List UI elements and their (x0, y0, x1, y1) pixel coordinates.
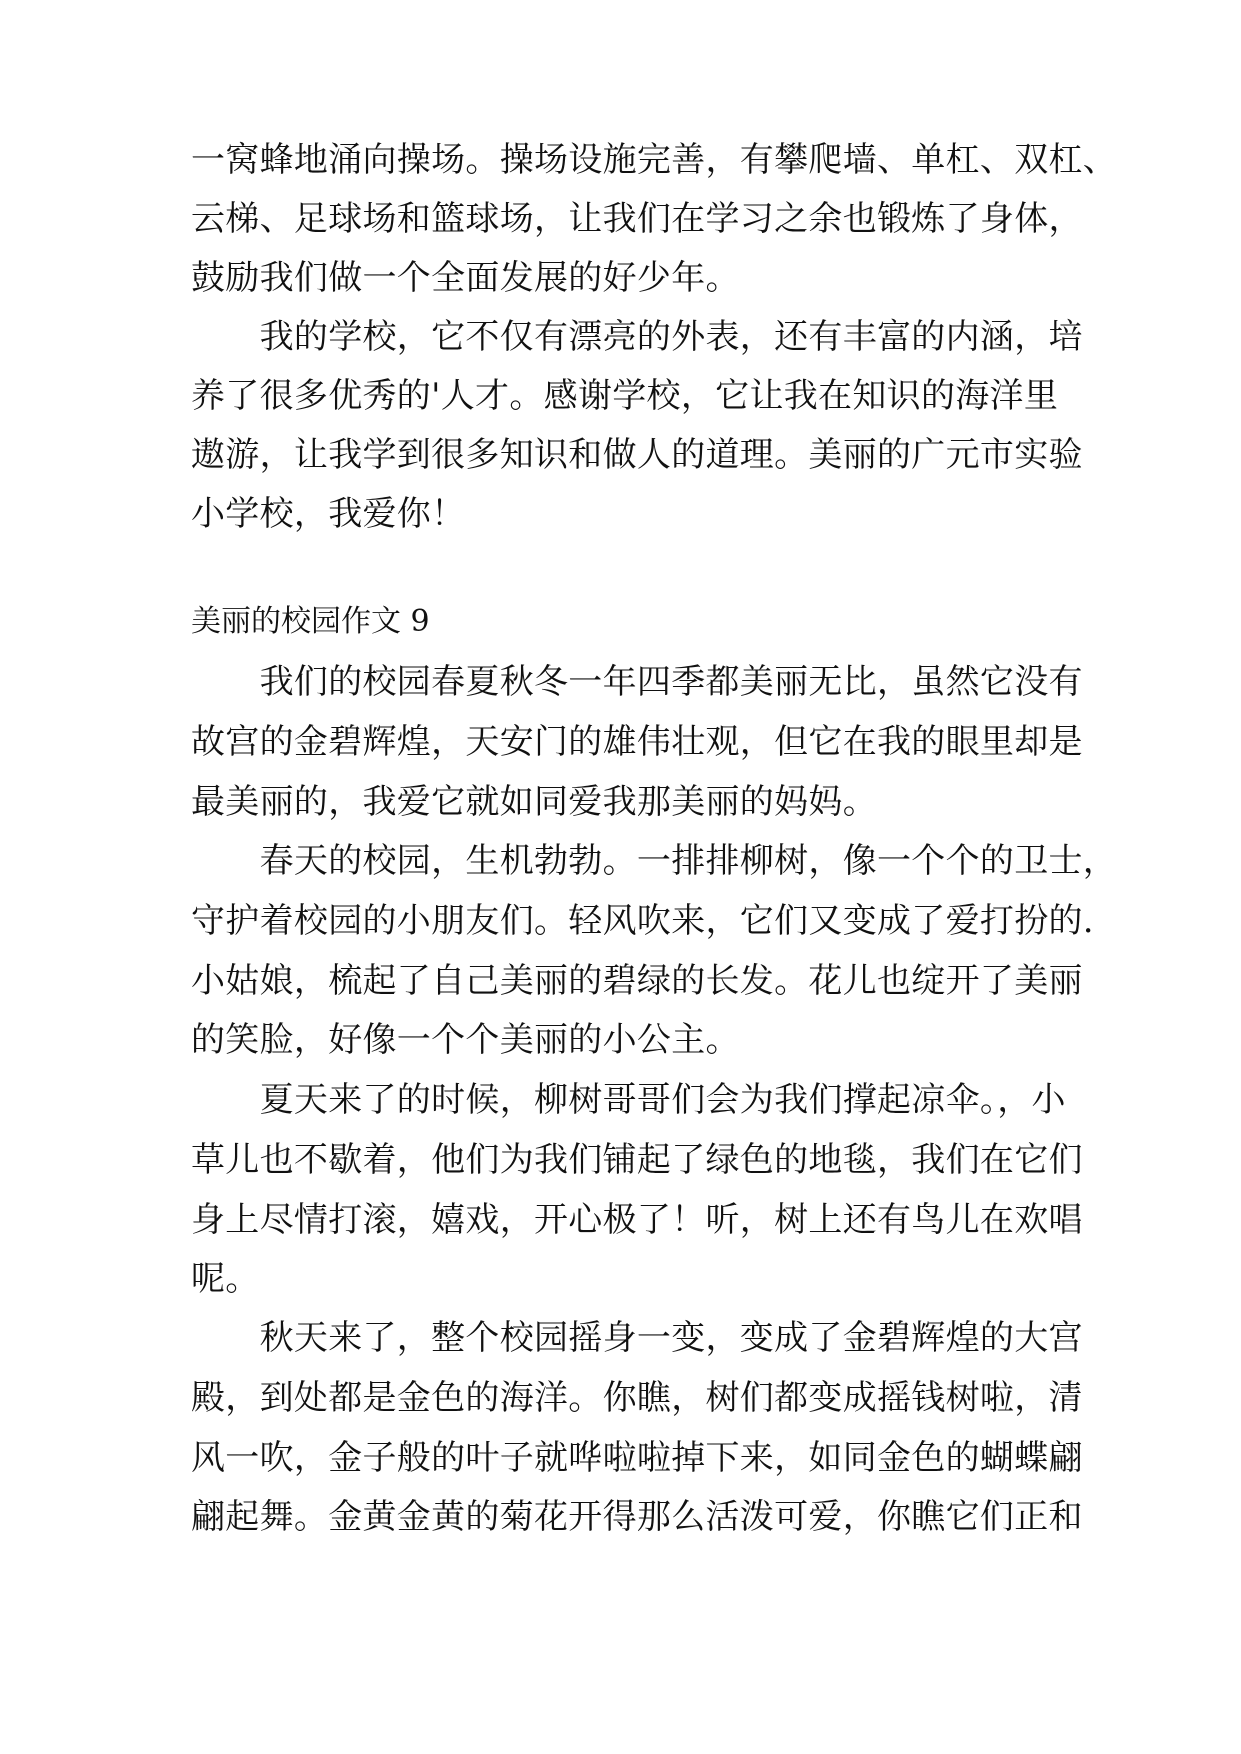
paragraph-line: 遨游，让我学到很多知识和做人的道理。美丽的广元市实验 (191, 435, 1083, 475)
paragraph-line: 呢。 (191, 1259, 260, 1299)
paragraph-line: 我的学校，它不仅有漂亮的外表，还有丰富的内涵，培 (191, 317, 1083, 357)
paragraph-line: 翩起舞。金黄金黄的菊花开得那么活泼可爱，你瞧它们正和 (191, 1497, 1083, 1537)
paragraph-line: 春天的校园，生机勃勃。一排排柳树，像一个个的卫士， (191, 841, 1118, 881)
paragraph-line: 守护着校园的小朋友们。轻风吹来，它们又变成了爱打扮的. (191, 901, 1094, 941)
paragraph-line: 身上尽情打滚，嬉戏，开心极了！听，树上还有鸟儿在欢唱 (191, 1200, 1083, 1240)
section-title: 美丽的校园作文 9 (191, 604, 430, 639)
paragraph-line: 故宫的金碧辉煌，天安门的雄伟壮观，但它在我的眼里却是 (191, 722, 1083, 762)
paragraph-line: 殿，到处都是金色的海洋。你瞧，树们都变成摇钱树啦，清 (191, 1378, 1083, 1418)
paragraph-line: 草儿也不歇着，他们为我们铺起了绿色的地毯，我们在它们 (191, 1140, 1083, 1180)
paragraph-line: 小学校，我爱你！ (191, 494, 466, 534)
paragraph-line: 最美丽的，我爱它就如同爱我那美丽的妈妈。 (191, 782, 877, 822)
paragraph-line: 养了很多优秀的'人才。感谢学校，它让我在知识的海洋里 (191, 376, 1059, 416)
paragraph-line: 的笑脸，好像一个个美丽的小公主。 (191, 1020, 740, 1060)
paragraph-line: 云梯、足球场和篮球场，让我们在学习之余也锻炼了身体， (191, 199, 1083, 239)
paragraph-line: 秋天来了，整个校园摇身一变，变成了金碧辉煌的大宫 (191, 1318, 1083, 1358)
paragraph-line: 一窝蜂地涌向操场。操场设施完善，有攀爬墙、单杠、双杠、 (191, 140, 1118, 180)
paragraph-line: 我们的校园春夏秋冬一年四季都美丽无比，虽然它没有 (191, 662, 1083, 702)
paragraph-line: 小姑娘，梳起了自己美丽的碧绿的长发。花儿也绽开了美丽 (191, 961, 1083, 1001)
paragraph-line: 风一吹，金子般的叶子就哗啦啦掉下来，如同金色的蝴蝶翩 (191, 1438, 1083, 1478)
paragraph-line: 鼓励我们做一个全面发展的好少年。 (191, 258, 740, 298)
paragraph-line: 夏天来了的时候，柳树哥哥们会为我们撑起凉伞。，小 (191, 1080, 1066, 1120)
